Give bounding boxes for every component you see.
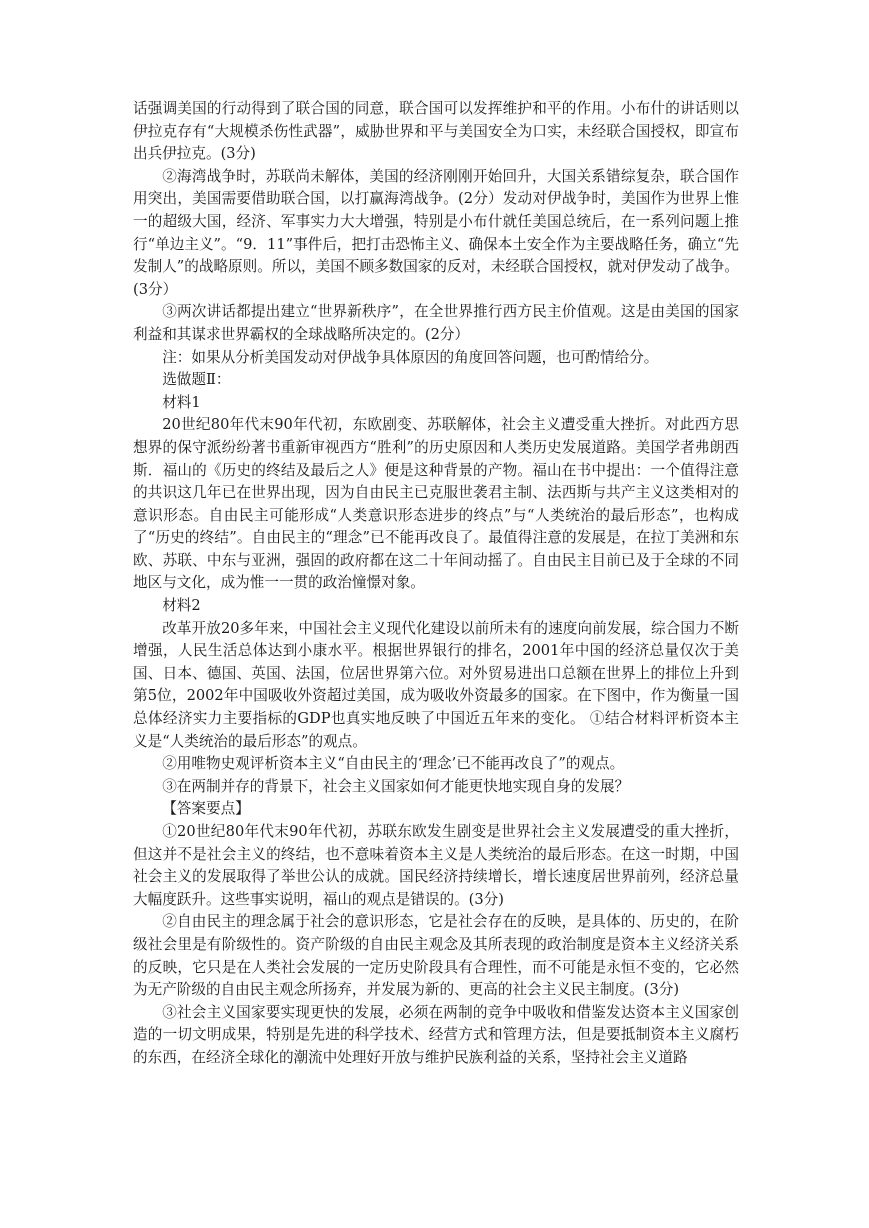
answer-point-2: ②海湾战争时，苏联尚未解体，美国的经济刚刚开始回升，大国关系错综复杂，联合国作用突出，美国需要借助联合国，以打赢海湾战争。(2分）发动对伊战争时，美国作为世界上惟一的超级大国，经济、军事实力大大增强，特别是小布什就任美国总统后，在一系列问题上推行“单边主义”。“9．11”事件后，把打击恐怖主义、确保本土安全作为主要战略任务，确立“先发制人”的战略原则。所以，美国不顾多数国家的反对，未经联合国授权，就对伊发动了战争。(3分） xyxy=(133,167,739,298)
question-3: ③在两制并存的背景下，社会主义国家如何才能更快地实现自身的发展？ xyxy=(162,777,630,795)
answer-point-3: ③两次讲话都提出建立“世界新秩序”，在全世界推行西方民主价值观。这是由美国的国家利益和其谋求世界霸权的全球战略所决定的。(2分） xyxy=(133,303,739,343)
section-heading-optional-2: 选做题Ⅱ： xyxy=(162,371,231,389)
answer-point-1: ①20世纪80年代末90年代初，苏联东欧发生剧变是世界社会主义发展遭受的重大挫折，但这并不是社会主义的终结，也不意味着资本主义是人类统治的最后形态。在这一时期，中国社会主义的发展取得了举世公认的成就。国民经济持续增长，增长速度居世界前列，经济总量大幅度跃升。这些事实说明，福山的观点是错误的。(3分) xyxy=(133,823,739,908)
grading-note: 注：如果从分析美国发动对伊战争具体原因的角度回答问题，也可酌情给分。 xyxy=(162,348,659,366)
material-2-label: 材料2 xyxy=(162,597,201,615)
material-1-label: 材料1 xyxy=(162,393,201,411)
question-2: ②用唯物史观评析资本主义“自由民主的‘理念’已不能再改良了”的观点。 xyxy=(162,755,625,773)
answer-point-3b: ③社会主义国家要实现更快的发展，必须在两制的竞争中吸收和借鉴发达资本主义国家创造的一切文明成果，特别是先进的科学技术、经营方式和管理方法，但是要抵制资本主义腐朽的东西，在经济全球化的潮流中处理好开放与维护民族利益的关系，坚持社会主义道路 xyxy=(133,1003,739,1066)
material-1-text: 20世纪80年代末90年代初，东欧剧变、苏联解体，社会主义遭受重大挫折。对此西方思想界的保守派纷纷著书重新审视西方“胜利”的历史原因和人类历史发展道路。美国学者弗朗西斯．福山的《历史的终结及最后之人》便是这种背景的产物。福山在书中提出：一个值得注意的共识这几年已在世界出现，因为自由民主已克服世袭君主制、法西斯与共产主义这类相对的意识形态。自由民主可能形成“人类意识形态进步的终点”与“人类统治的最后形态”，也构成了“历史的终结”。自由民主的“理念”已不能再改良了。最值得注意的发展是，在拉丁美洲和东欧、苏联、中东与亚洲，强固的政府都在这二十年间动摇了。自由民主目前已及于全球的不同地区与文化，成为惟一一贯的政治憧憬对象。 xyxy=(133,416,739,592)
document-page xyxy=(133,98,739,1070)
answer-paragraph-1-continued: 话强调美国的行动得到了联合国的同意，联合国可以发挥维护和平的作用。小布什的讲话则以伊拉克存有“大规模杀伤性武器”，威胁世界和平与美国安全为口实，未经联合国授权，即宣布出兵伊拉克。(3分) xyxy=(133,100,739,163)
material-2-text: 改革开放20多年来，中国社会主义现代化建设以前所未有的速度向前发展，综合国力不断增强，人民生活总体达到小康水平。根据世界银行的排名，2001年中国的经济总量仅次于美国、日本、德国、英国、法国，位居世界第六位。对外贸易进出口总额在世界上的排位上升到第5位，2002年中国吸收外资超过美国，成为吸收外资最多的国家。在下图中，作为衡量一国总体经济实力主要指标的GDP也真实地反映了中国近五年来的变化。 ①结合材料评析资本主义是“人类统治的最后形态”的观点。 xyxy=(133,619,739,750)
answer-heading: 【答案要点】 xyxy=(162,800,250,818)
answer-point-2b: ②自由民主的理念属于社会的意识形态，它是社会存在的反映，是具体的、历史的，在阶级社会里是有阶级性的。资产阶级的自由民主观念及其所表现的政治制度是资本主义经济关系的反映，它只是在人类社会发展的一定历史阶段具有合理性，而不可能是永恒不变的，它必然为无产阶级的自由民主观念所扬弃，并发展为新的、更高的社会主义民主制度。(3分) xyxy=(133,913,739,999)
